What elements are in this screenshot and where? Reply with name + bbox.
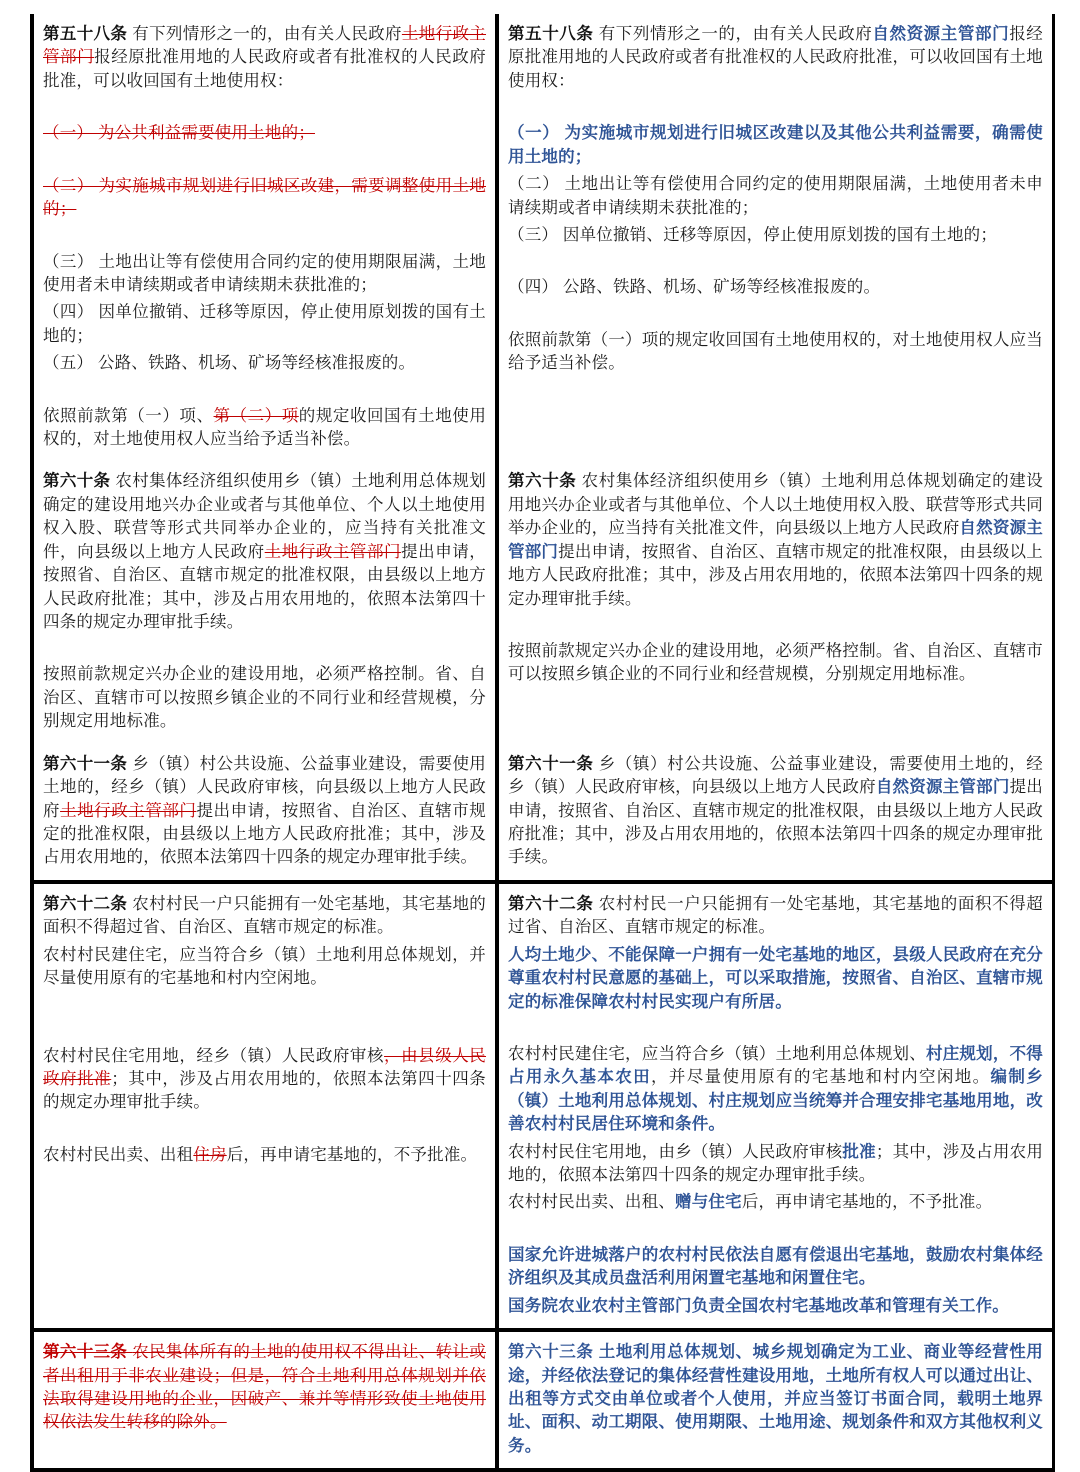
added-text: 人均土地少、不能保障一户拥有一处宅基地的地区，县级人民政府在充分尊重农村村民意愿的基础上，可以采取措施，按照省、自治区、直辖市规定的标准保障农村村民实现户有所居。 — [508, 945, 1043, 1011]
text-run: 农村集体经济组织使用乡（镇）土地利用总体规划确定的建设用地兴办企业或者与其他单位、个人以土地使用权入股、联营等形式共同举办企业的，应当持有关批准文件，向县级以上地方人民政府 — [508, 472, 1043, 538]
text-run: 后，再申请宅基地的，不予批准。 — [741, 1193, 993, 1212]
text-run: 乡（镇）村公共设施、公益事业建设，需要使用土地的，经乡（镇）人民政府审核，向县级以上地方人民政府 — [43, 754, 486, 820]
row-article-61 — [34, 744, 1052, 884]
article-61-left-cell — [34, 744, 499, 880]
blank-line — [43, 150, 486, 171]
text-run: 农村村民住宅用地，经乡（镇）人民政府审核 — [43, 1046, 385, 1065]
article-number: 第五十八条 — [43, 25, 133, 43]
blank-line — [508, 97, 1043, 118]
deleted-text: （二） 为实施城市规划进行旧城区改建，需要调整使用土地的； — [43, 176, 486, 219]
blank-line — [508, 615, 1043, 636]
blank-line — [43, 995, 486, 1016]
paragraph — [508, 23, 1043, 93]
text-run: ，并尽量使用原有的宅基地和村内空闲地。 — [650, 1068, 991, 1087]
blank-line — [43, 226, 486, 247]
paragraph — [43, 1341, 486, 1435]
blank-line — [508, 1018, 1043, 1039]
paragraph — [508, 276, 1043, 299]
paragraph — [43, 893, 486, 940]
paragraph — [43, 944, 486, 991]
blank-line — [43, 380, 486, 401]
text-run: 农村村民建住宅，应当符合乡（镇）土地利用总体规划、 — [508, 1044, 926, 1063]
paragraph — [508, 1043, 1043, 1137]
article-58-right-cell — [499, 14, 1052, 461]
added-text: （一） 为实施城市规划进行旧城区改建以及其他公共利益需要，确需使用土地的； — [508, 124, 1043, 166]
added-text: 国务院农业农村主管部门负责全国农村宅基地改革和管理有关工作。 — [508, 1296, 1009, 1315]
article-63-left-cell — [34, 1332, 499, 1468]
deleted-text: 土地行政主管部门 — [60, 801, 197, 820]
text-run: 的规定收回国有土地使用权的，对土地使用权人应当给予适当补偿。 — [43, 406, 487, 449]
article-number: 第六十一条 — [508, 754, 599, 773]
paragraph — [43, 1144, 486, 1167]
text-run: 后，再申请宅基地的，不予批准。 — [226, 1145, 478, 1164]
deleted-text: 农民集体所有的土地的使用权不得出让、转让或者出租用于非农业建设；但是，符合土地利用总体规划并依法取得建设用地的企业，因破产、兼并等情形致使土地使用权依法发生转移的除外。 — [43, 1343, 486, 1432]
text-run: 按照前款规定兴办企业的建设用地，必须严格控制。省、自治区、直辖市可以按照乡镇企业的不同行业和经营规模，分别规定用地标准。 — [43, 665, 486, 731]
text-run: 报经原批准用地的人民政府或者有批准权的人民政府批准，可以收回国有土地使用权： — [508, 25, 1043, 90]
blank-line — [43, 1020, 486, 1041]
paragraph — [508, 893, 1043, 940]
added-text: 自然资源主管部门 — [508, 519, 1043, 561]
deleted-text: 第六十三条 — [43, 1343, 133, 1362]
text-run: ；其中，涉及占用农用地的，依照本法第四十四条的规定办理审批手续。 — [43, 1069, 486, 1112]
blank-line — [43, 97, 486, 118]
paragraph — [43, 122, 486, 145]
paragraph — [43, 175, 486, 222]
text-run: （四） 公路、铁路、机场、矿场等经核准报废的。 — [508, 278, 881, 297]
text-run: （二） 土地出让等有偿使用合同约定的使用期限届满，土地使用者未申请续期或者申请续期未获批准的； — [508, 175, 1043, 217]
added-text: 自然资源主管部门 — [875, 778, 1010, 797]
deleted-text: 土地行政主管部门 — [264, 542, 402, 561]
blank-line — [43, 1119, 486, 1140]
paragraph — [508, 1141, 1043, 1188]
text-run: （三） 因单位撤销、迁移等原因，停止使用原划拨的国有土地的； — [508, 225, 998, 244]
paragraph — [508, 1341, 1043, 1458]
text-run: 提出申请，按照省、自治区、直辖市规定的批准权限，由县级以上地方人民政府批准；其中，涉及占用农用地的，依照本法第四十四条的规定办理审批手续。 — [43, 542, 486, 632]
added-text: 第六十三条 — [508, 1343, 599, 1362]
row-article-63 — [34, 1332, 1052, 1472]
paragraph — [508, 122, 1043, 169]
article-number: 第六十条 — [508, 472, 582, 491]
row-article-60 — [34, 461, 1052, 743]
blank-line — [508, 1219, 1043, 1240]
text-run: 依照前款第（一）项、 — [43, 406, 214, 425]
article-58-left-cell — [34, 14, 499, 461]
paragraph — [43, 753, 486, 870]
paragraph — [508, 329, 1043, 376]
paragraph — [43, 251, 486, 298]
blank-line — [508, 304, 1043, 325]
text-run: 乡（镇）村公共设施、公益事业建设，需要使用土地的，经乡（镇）人民政府审核，向县级以上地方人民政府 — [508, 754, 1043, 797]
blank-line — [508, 251, 1043, 272]
comparison-table — [30, 14, 1055, 1472]
deleted-text: 住房 — [193, 1145, 227, 1164]
text-run: 农村村民一户只能拥有一处宅基地，其宅基地的面积不得超过省、自治区、直辖市规定的标准。 — [508, 894, 1043, 937]
law-comparison-document — [30, 14, 1048, 1472]
paragraph — [508, 753, 1043, 870]
text-run: 农村村民建住宅，应当符合乡（镇）土地利用总体规划，并尽量使用原有的宅基地和村内空闲地。 — [43, 945, 486, 988]
added-text: 国家允许进城落户的农村村民依法自愿有偿退出宅基地，鼓励农村集体经济组织及其成员盘活利用闲置宅基地和闲置住宅。 — [508, 1245, 1043, 1288]
paragraph — [508, 944, 1043, 1014]
paragraph — [43, 663, 486, 733]
added-text: 编制乡（镇）土地利用总体规划、村庄规划应当统筹并合理安排宅基地用地，改善农村村民居住环境和条件。 — [508, 1068, 1043, 1134]
deleted-text: ，由县级人民政府批准 — [43, 1046, 487, 1088]
added-text: 土地利用总体规划、城乡规划确定为工业、商业等经营性用途，并经依法登记的集体经营性建设用地，土地所有权人可以通过出让、出租等方式交由单位或者个人使用，并应当签订书面合同，载明土地界址、面积、动工期限、使用期限、土地用途、规划条件和双方其他权利义务。 — [508, 1343, 1043, 1455]
paragraph — [508, 1244, 1043, 1291]
text-run: 农村村民出卖、出租 — [43, 1145, 194, 1164]
article-61-right-cell — [499, 744, 1052, 880]
article-63-right-cell — [499, 1332, 1052, 1468]
paragraph — [43, 352, 486, 375]
article-60-left-cell — [34, 461, 499, 743]
paragraph — [508, 1191, 1043, 1214]
text-run: 按照前款规定兴办企业的建设用地，必须严格控制。省、自治区、直辖市可以按照乡镇企业的不同行业和经营规模，分别规定用地标准。 — [508, 642, 1043, 684]
article-number: 第六十二条 — [508, 894, 599, 913]
paragraph — [508, 470, 1043, 611]
paragraph — [508, 173, 1043, 220]
text-run: 报经原批准用地的人民政府或者有批准权的人民政府批准，可以收回国有土地使用权： — [43, 48, 486, 90]
text-run: 依照前款第（一）项的规定收回国有土地使用权的，对土地使用权人应当给予适当补偿。 — [508, 330, 1043, 373]
paragraph — [508, 640, 1043, 687]
text-run: （三） 土地出让等有偿使用合同约定的使用期限届满，土地使用者未申请续期或者申请续期未获批准的； — [43, 252, 486, 294]
row-article-58 — [34, 14, 1052, 461]
paragraph — [43, 23, 486, 93]
text-run: 农村集体经济组织使用乡（镇）土地利用总体规划确定的建设用地兴办企业或者与其他单位、个人以土地使用权入股、联营等形式共同举办企业的，应当持有关批准文件，向县级以上地方人民政府 — [43, 472, 486, 561]
added-text: 自然资源主管部门 — [872, 25, 1010, 43]
text-run: 有下列情形之一的，由有关人民政府 — [132, 25, 402, 43]
article-number: 第六十一条 — [43, 754, 133, 773]
text-run: 农村村民一户只能拥有一处宅基地，其宅基地的面积不得超过省、自治区、直辖市规定的标准。 — [43, 894, 486, 937]
article-62-right-cell — [499, 884, 1052, 1328]
text-run: （五） 公路、铁路、机场、矿场等经核准报废的。 — [43, 354, 416, 373]
text-run: 提出申请，按照省、自治区、直辖市规定的批准权限，由县级以上地方人民政府批准；其中，涉及占用农用地的，依照本法第四十四条的规定办理审批手续。 — [43, 801, 487, 867]
article-number: 第六十二条 — [43, 894, 133, 913]
article-60-right-cell — [499, 461, 1052, 743]
text-run: 农村村民住宅用地，由乡（镇）人民政府审核 — [508, 1142, 843, 1161]
paragraph — [508, 224, 1043, 247]
article-number: 第五十八条 — [508, 25, 599, 43]
paragraph — [43, 405, 486, 452]
deleted-text: 土地行政主管部门 — [43, 25, 487, 67]
row-article-62 — [34, 884, 1052, 1332]
text-run: （四） 因单位撤销、迁移等原因，停止使用原划拨的国有土地的； — [43, 303, 486, 345]
paragraph — [43, 1045, 486, 1115]
text-run: 有下列情形之一的，由有关人民政府 — [598, 25, 873, 43]
paragraph — [43, 301, 486, 348]
added-text: 村庄规划，不得占用永久基本农田 — [508, 1044, 1043, 1087]
article-62-left-cell — [34, 884, 499, 1328]
paragraph — [508, 1295, 1043, 1318]
deleted-text: （一） 为公共利益需要使用土地的； — [43, 124, 315, 143]
article-number: 第六十条 — [43, 472, 116, 491]
text-run: ；其中，涉及占用农用地的，依照本法第四十四条的规定办理审批手续。 — [508, 1142, 1044, 1185]
added-text: 赠与住宅 — [675, 1193, 742, 1212]
added-text: 批准 — [842, 1142, 876, 1161]
text-run: 提出申请，按照省、自治区、直辖市规定的批准权限，由县级以上地方人民政府批准；其中，涉及占用农用地的，依照本法第四十四条的规定办理审批手续。 — [508, 778, 1043, 867]
blank-line — [43, 638, 486, 659]
text-run: 提出申请，按照省、自治区、直辖市规定的批准权限，由县级以上地方人民政府批准；其中，涉及占用农用地的，依照本法第四十四条的规定办理审批手续。 — [508, 542, 1043, 608]
paragraph — [43, 470, 486, 634]
text-run: 农村村民出卖、出租、 — [508, 1193, 675, 1212]
deleted-text: 第（二）项 — [213, 406, 299, 425]
